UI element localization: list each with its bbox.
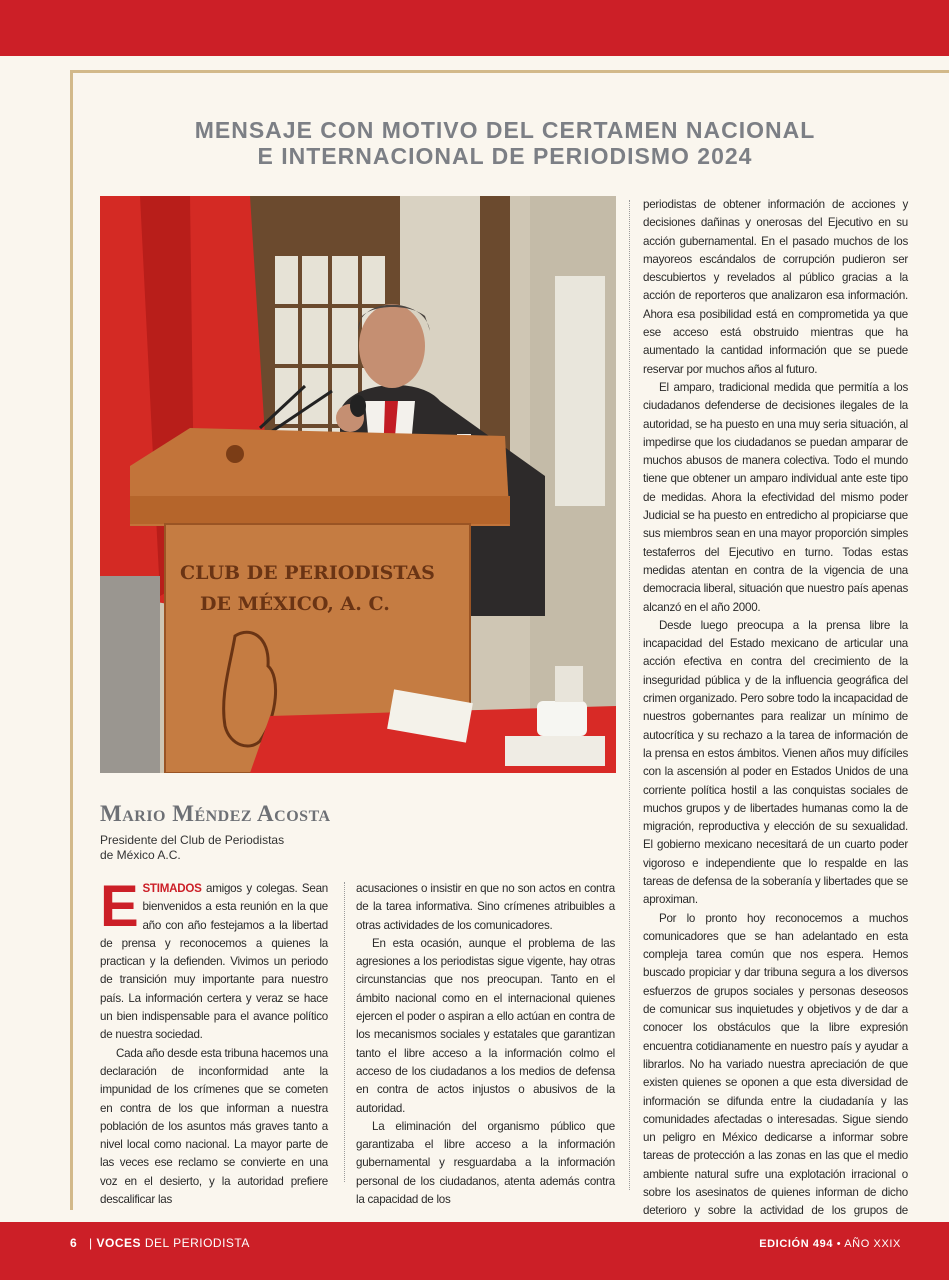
article-headline — [110, 117, 900, 169]
publication-brand: VOCES — [96, 1236, 142, 1250]
paragraph-4-continued: periodistas de obtener información de acciones y decisiones dañinas y onerosas del Ejecutivo en su acción gubernamental. En el pasado muchos de los mayoreos escándalos de corrupción pudieron ser descubiertos y revelados al público gracias a la acción de reporteros que analizaron esa información. Ahora esa posibilidad está en comprometida ya que ese acceso está obstruido mientras que ha aumentado la cantidad información que se puede reservar por muchos años al futuro. — [643, 198, 908, 376]
drop-cap: E — [100, 874, 139, 939]
podium-text-line-1: CLUB DE PERIODISTAS — [180, 562, 435, 584]
edition-number: EDICIÓN 494 — [759, 1238, 834, 1250]
paragraph-5: El amparo, tradicional medida que permitía a los ciudadanos defenderse de decisiones ilegales de la autoridad, se ha puesto en una muy seria situación, al impedirse que los ciudadanos se puedan amparar de muchos abusos de manera colectiva. Todo el mundo tiene que obtener un amparo individual ante este tipo de medidas. Ahora la efectividad del mismo poder Judicial se ha puesto en entredicho al propiciarse que sus miembros sean en una mayor proporción simples testaferros del Ejecutivo en turno. Todas estas medidas atentan en contra de la vigencia de una democracia liberal, situación que nuestro país apenas alcanzó en el año 2000. — [643, 380, 908, 614]
article-column-2 — [356, 880, 615, 1209]
top-red-band — [0, 0, 949, 56]
column-separator-1 — [344, 882, 345, 1182]
footer-right — [759, 1236, 901, 1252]
paragraph-1-text: amigos y colegas. Sean bienvenidos a esta reunión en la que año con año festejamos a la libertad de prensa y reconocemos a quienes la practican y la defienden. Vivimos un periodo de transición muy importante para nuestro país. La información certera y veraz se hace un bien indispensable para el avance político de nuestra sociedad. — [100, 882, 328, 1042]
paragraph-1 — [100, 874, 328, 1045]
headline-line-1: MENSAJE CON MOTIVO DEL CERTAMEN NACIONAL — [194, 117, 816, 143]
footer-left — [70, 1235, 250, 1251]
publication-brand-rest: DEL PERIODISTA — [141, 1236, 250, 1250]
article-column-3 — [643, 196, 908, 1239]
podium-text-line-2: DE MÉXICO, A. C. — [200, 593, 390, 615]
author-role — [100, 833, 400, 863]
author-block — [100, 801, 400, 863]
footer-divider: | — [89, 1236, 93, 1250]
paragraph-4: La eliminación del organismo público que garantizaba el libre acceso a la información gubernamental y resguardaba a la información personal de los ciudadanos, atenta además contra la capacidad de los — [356, 1119, 615, 1207]
paragraph-2: Cada año desde esta tribuna hacemos una declaración de inconformidad ante la impunidad de los crímenes que se cometen en contra de los que informan a nuestra población de los asuntos más graves tanto a nivel local como nacional. La mayor parte de las veces ese reclamo se convierte en una voz en el desierto, y la autoridad prefiere descalificar las — [100, 1046, 328, 1207]
headline-line-2: E INTERNACIONAL DE PERIODISMO 2024 — [257, 143, 753, 169]
author-name: Mario Méndez Acosta — [100, 801, 331, 826]
paragraph-7: Por lo pronto hoy reconocemos a muchos comunicadores que se han adelantado en esta compleja tarea común que nos espera. Hemos buscado propiciar y dar tribuna segura a los diversos esfuerzos de grupos sociales y personas deseosos de comunicar sus inquietudes y objetivos y de dar a conocer los obstáculos que la libre expresión encuentra cotidianamente en nuestro país y ayudar a librarlos. No ha variado nuestra apreciación de que existen quienes se oponen a que esta diversidad de información se difunda entre la ciudadanía y las comunidades afectadas o interesadas. Sigue siendo un peligro en México dedicarse a informar sobre tareas de protección a las zonas en las que el medio ambiente natural sufre una explotación irracional o sobre los asesinatos de quienes informan de dicho deterioro y sobre la actividad de los grupos de — [643, 911, 908, 1218]
column-separator-2 — [629, 200, 630, 1190]
author-role-line-2: de México A.C. — [100, 848, 181, 862]
edition-year: AÑO XXIX — [844, 1238, 901, 1250]
paragraph-6: Desde luego preocupa a la prensa libre la incapacidad del Estado mexicano de articular una acción efectiva en contra del crecimiento de la inseguridad pública y de la influencia geográfica del crimen organizado. Pero sobre todo la incapacidad de nuestros gobernantes para realizar un mínimo de autocrítica y su rechazo a la tarea de información de la prensa en estos ámbitos. Vienen años muy difíciles con la ascensión al poder en Estados Unidos de una corriente política hostil a las conquistas sociales de muchos grupos y de libertades humanas como la de migración, reproductiva y elección de su sexualidad. El gobierno mexicano necesitará de un cuarto poder vigoroso e independiente que lo respalde en las tareas de defensa de la soberanía y libertades que se aproximan. — [643, 618, 908, 907]
author-role-line-1: Presidente del Club de Periodistas — [100, 833, 285, 847]
paragraph-3: En esta ocasión, aunque el problema de las agresiones a los periodistas sigue vigente, hay otras circunstancias que nos preocupan. Tanto en el ámbito nacional como en el internacional quienes ejercen el poder o aspiran a ello actúan en contra de los mecanismos sociales y estatales que garantizan tanto el libre acceso a la información colmo el acceso de los ciudadanos a los medios de defensa en contra de actos injustos o abusivos de la autoridad. — [356, 936, 615, 1115]
footer-bullet: • — [833, 1238, 845, 1250]
article-column-1 — [100, 874, 328, 1209]
lead-word: STIMADOS — [142, 882, 202, 895]
page-number: 6 — [70, 1236, 78, 1250]
paragraph-2-continued: acusaciones o insistir en que no son actos en contra de la tarea informativa. Sino crímenes atribuibles a otras actividades de los comunicadores. — [356, 882, 615, 932]
speaker-photo — [100, 196, 616, 773]
